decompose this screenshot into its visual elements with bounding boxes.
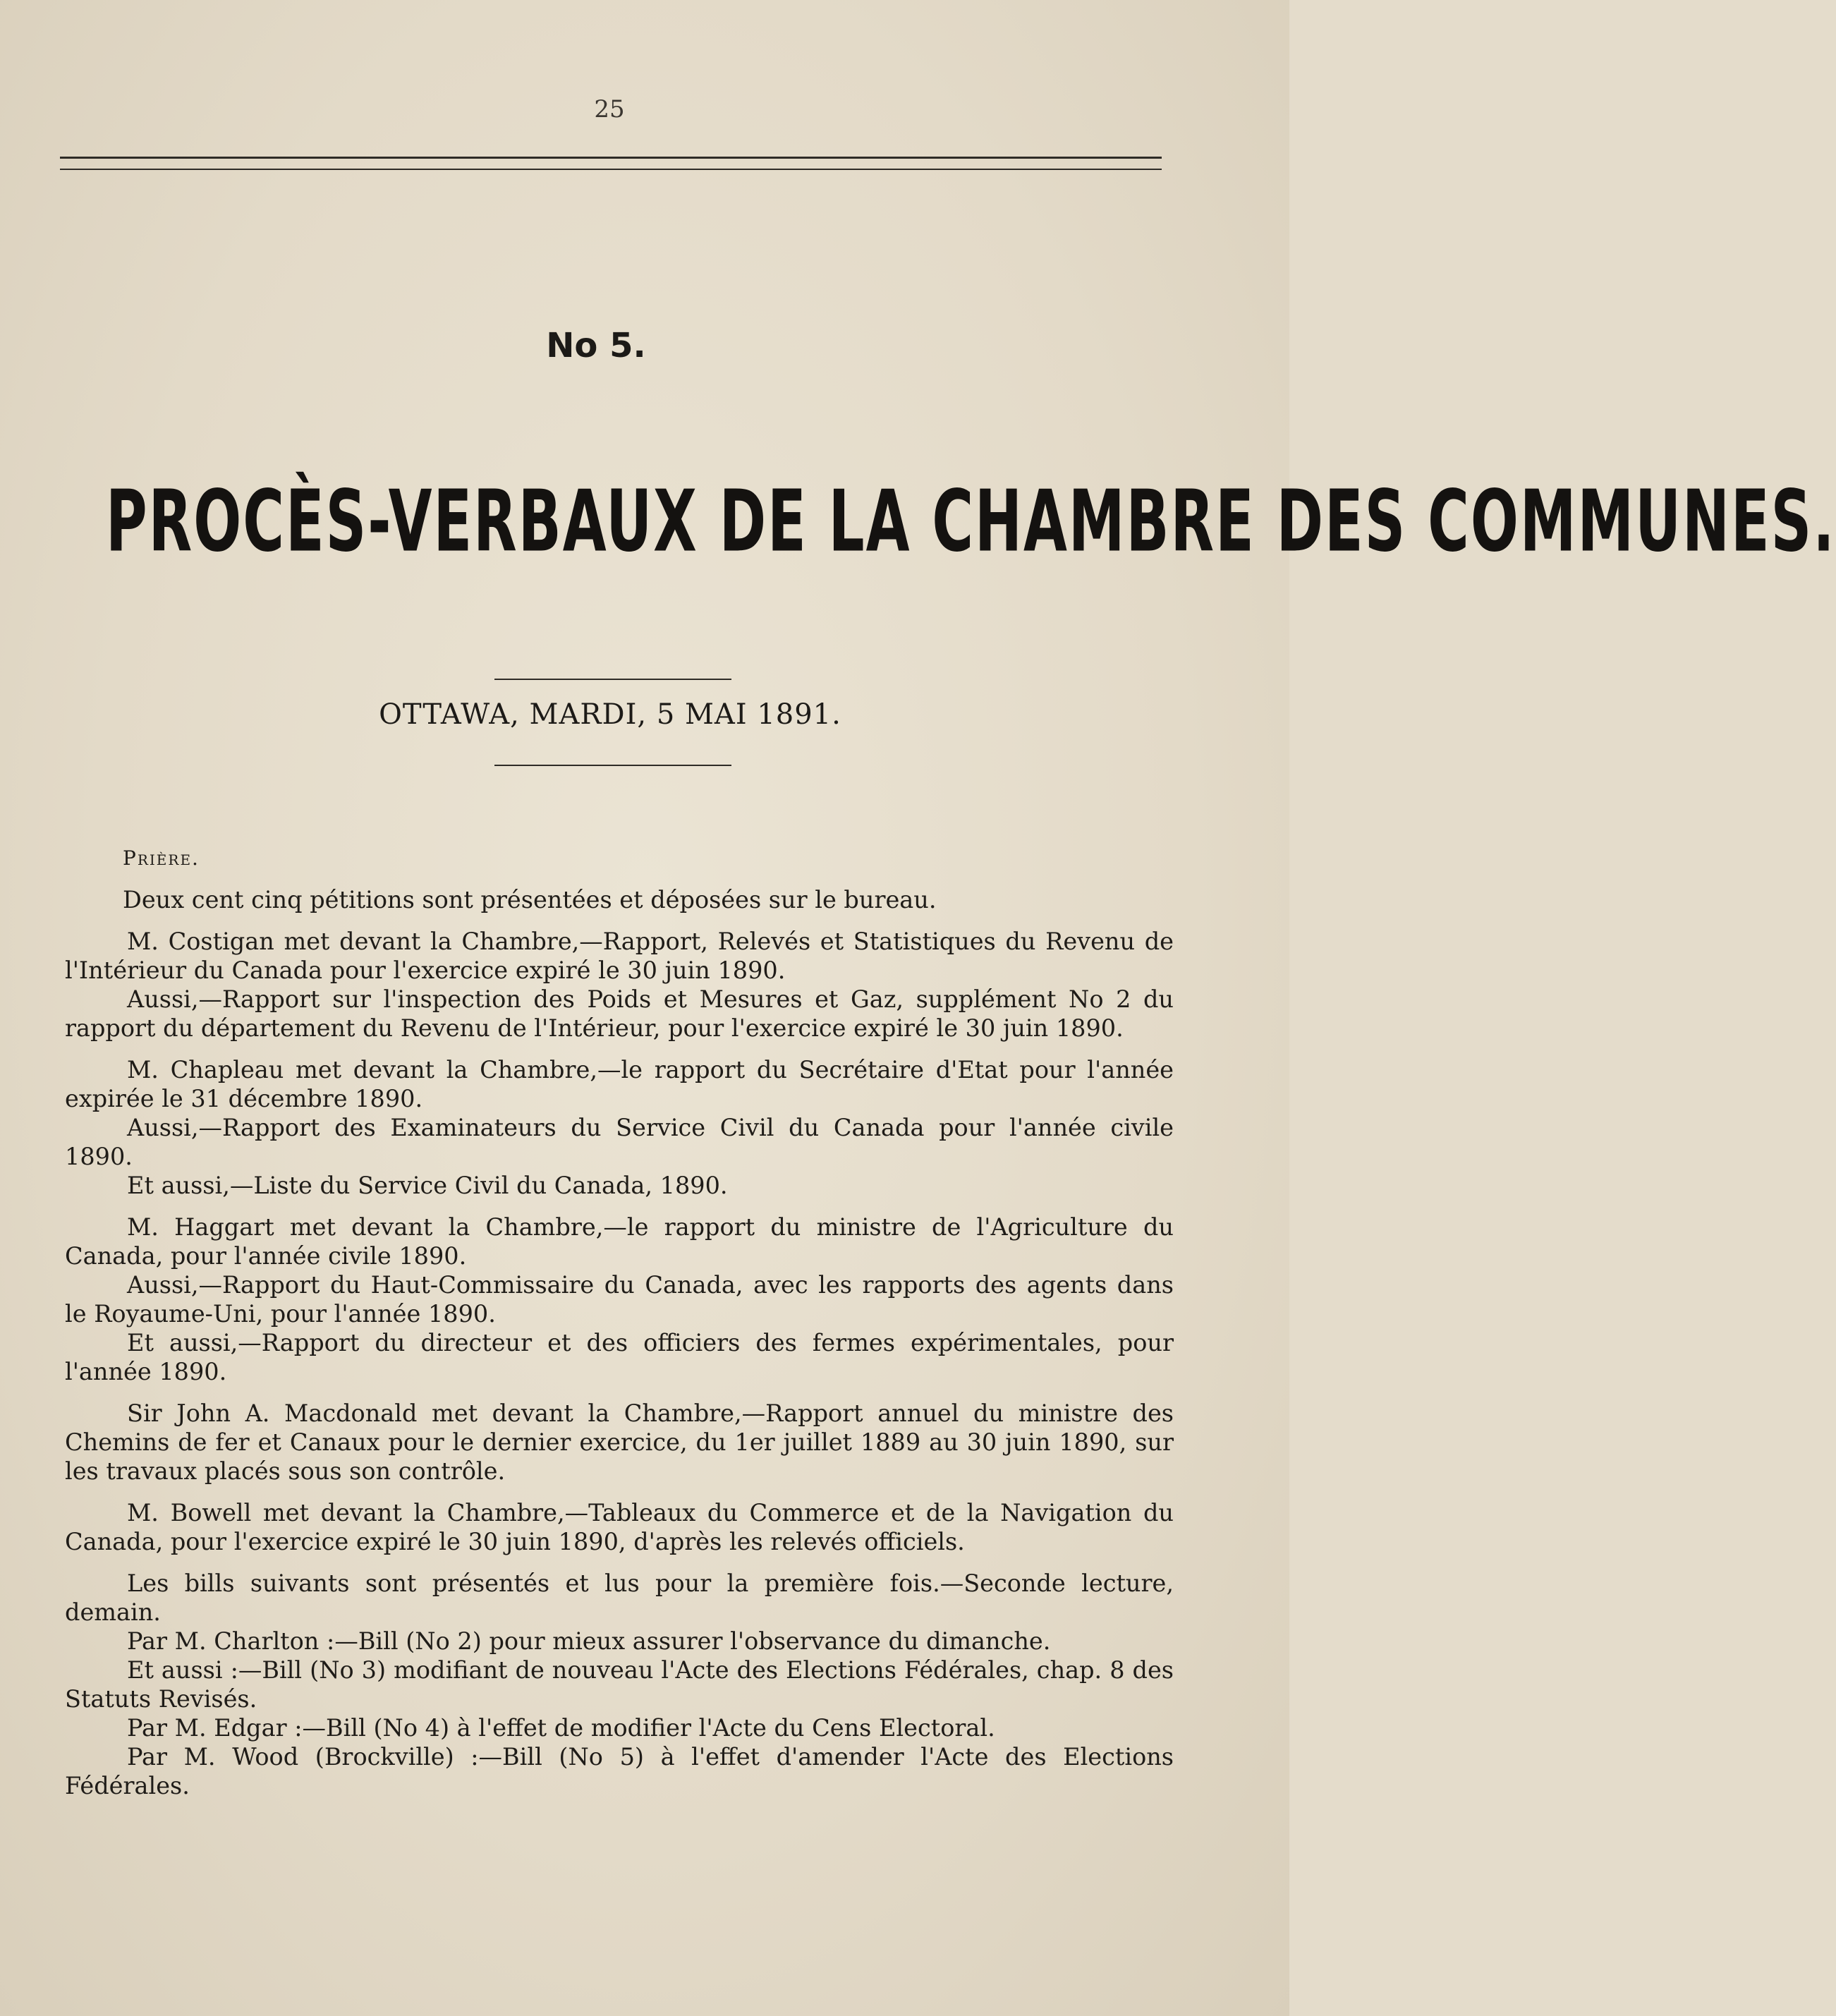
proceedings-body: [65, 844, 1174, 1800]
paragraph-petitions: Deux cent cinq pétitions sont présentées et déposées sur le bureau.: [123, 886, 937, 913]
paragraph-costigan-aussi: Aussi,—Rapport sur l'inspection des Poids et Mesures et Gaz, supplément No 2 du rapport du département du Revenu de l'Intérieur, pour l'exercice expiré le 30 juin 1890.: [65, 985, 1174, 1042]
paragraph-chapleau-aussi: Aussi,—Rapport des Examinateurs du Service Civil du Canada pour l'année civile 1890.: [65, 1114, 1174, 1170]
paragraph-charlton-aussi: Et aussi :—Bill (No 3) modifiant de nouveau l'Acte des Elections Fédérales, chap. 8 des Statuts Revisés.: [65, 1656, 1174, 1713]
paragraph-bowell: M. Bowell met devant la Chambre,—Tableaux du Commerce et de la Navigation du Canada, pour l'exercice expiré le 30 juin 1890, d'après les relevés officiels.: [65, 1499, 1174, 1555]
dateline-rule-top: [494, 679, 731, 680]
page-number: 25: [594, 95, 625, 123]
paragraph-haggart-et-aussi: Et aussi,—Rapport du directeur et des officiers des fermes expérimentales, pour l'année 1890.: [65, 1329, 1174, 1385]
paragraph-charlton: Par M. Charlton :—Bill (No 2) pour mieux assurer l'observance du dimanche.: [127, 1627, 1051, 1655]
paragraph-priere: Prière.: [123, 846, 200, 870]
paragraph-edgar: Par M. Edgar :—Bill (No 4) à l'effet de modifier l'Acte du Cens Electoral.: [127, 1714, 995, 1742]
paragraph-haggart: M. Haggart met devant la Chambre,—le rapport du ministre de l'Agriculture du Canada, pour l'année civile 1890.: [65, 1213, 1174, 1270]
paragraph-costigan: M. Costigan met devant la Chambre,—Rapport, Relevés et Statistiques du Revenu de l'Intérieur du Canada pour l'exercice expiré le 30 juin 1890.: [65, 928, 1174, 984]
paragraph-bills: Les bills suivants sont présentés et lus pour la première fois.—Seconde lecture, demain.: [65, 1569, 1174, 1626]
dateline: OTTAWA, MARDI, 5 MAI 1891.: [379, 698, 841, 731]
paragraph-macdonald: Sir John A. Macdonald met devant la Chambre,—Rapport annuel du ministre des Chemins de fer et Canaux pour le dernier exercice, du 1er juillet 1889 au 30 juin 1890, sur les travaux placés sous son contrôle.: [65, 1399, 1174, 1485]
paragraph-haggart-aussi: Aussi,—Rapport du Haut-Commissaire du Canada, avec les rapports des agents dans le Royaume-Uni, pour l'année 1890.: [65, 1271, 1174, 1328]
paragraph-chapleau: M. Chapleau met devant la Chambre,—le rapport du Secrétaire d'Etat pour l'année expirée le 31 décembre 1890.: [65, 1056, 1174, 1112]
paragraph-chapleau-et-aussi: Et aussi,—Liste du Service Civil du Canada, 1890.: [127, 1172, 728, 1199]
document-title: PROCÈS-VERBAUX DE LA CHAMBRE DES COMMUNES.: [106, 472, 1836, 571]
paragraph-wood: Par M. Wood (Brockville) :—Bill (No 5) à l'effet d'amender l'Acte des Elections Fédérales.: [65, 1743, 1174, 1799]
header-double-rule: [60, 157, 1162, 170]
document-number: No 5.: [546, 326, 646, 365]
dateline-rule-bottom: [494, 765, 731, 766]
